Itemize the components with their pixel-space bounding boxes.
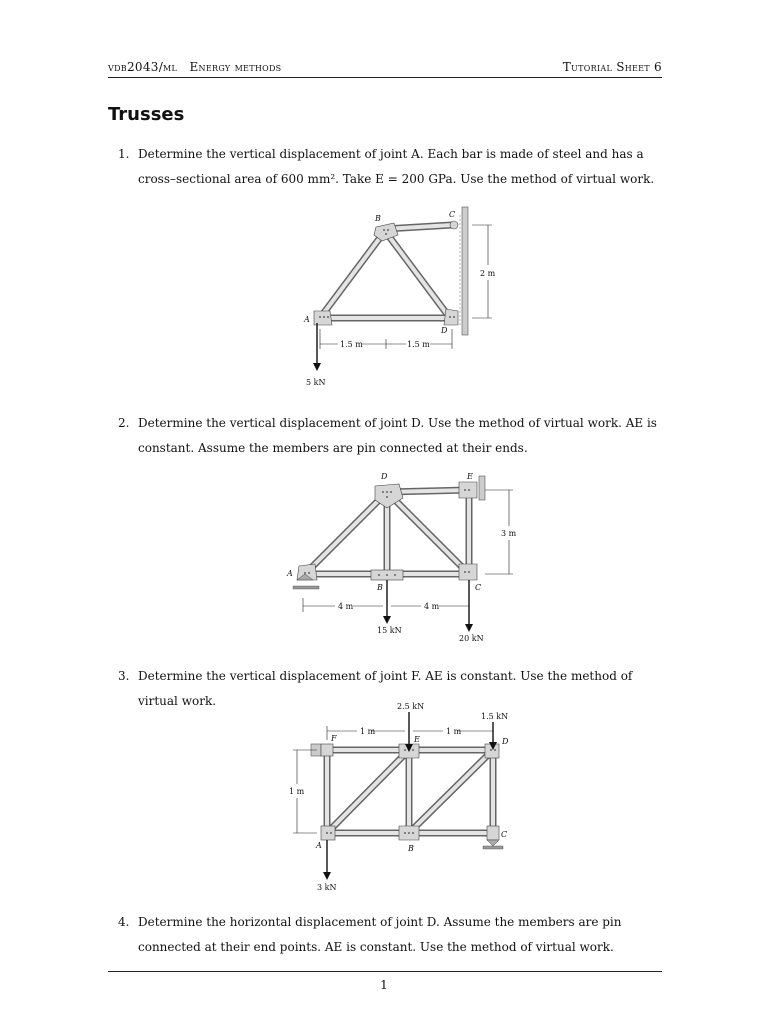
page-number: 1 [380,978,388,992]
problem-number: 1. [118,147,130,161]
label-b: B [408,844,414,853]
label-c: C [475,583,482,592]
problem-2 [118,411,663,461]
gusset-plates [314,221,458,325]
dim-label-height: 2 m [480,269,496,278]
footer-rule [108,971,662,972]
figure-3-truss [285,700,515,895]
header-sheet: Tutorial Sheet 6 [562,60,662,74]
label-d: D [381,472,388,481]
load-label-e: 2.5 kN [397,702,425,711]
label-b: B [377,583,383,592]
header-course: vdb2043/ml Energy methods [108,60,282,74]
problem-number: 4. [118,915,130,929]
problem-number: 3. [118,669,130,683]
figure-2-truss [283,470,523,645]
problem-text: Determine the vertical displacement of joint A. Each bar is made of steel and has a cross–sectional area of 600 mm². Take E = 200 GPa. Use the method of virtual work. [138,147,655,186]
dim-label-height: 3 m [501,529,517,538]
label-d: D [502,737,509,746]
wall-support [462,207,468,335]
dim-label-2: 1.5 m [407,340,430,349]
label-e: E [467,472,473,481]
load-label-1: 15 kN [377,626,402,635]
load-label-a: 3 kN [317,883,337,892]
label-c: C [501,830,508,839]
dim-label-1: 1.5 m [340,340,363,349]
dim-horizontal [303,598,469,612]
dim-label-2: 1 m [446,727,462,736]
dim-label-1: 4 m [338,602,354,611]
label-a: A [287,569,293,578]
dim-horizontal [327,726,493,740]
dim-label-height: 1 m [289,787,305,796]
load-label: 5 kN [306,378,326,387]
problem-text: Determine the vertical displacement of joint D. Use the method of virtual work. AE is constant. Assume the members are pin connected at their ends. [138,416,657,455]
problem-text: Determine the horizontal displacement of joint D. Assume the members are pin connected at their end points. AE is constant. Use the method of virtual work. [138,915,622,954]
section-title: Trusses [108,104,185,125]
label-d: D [441,326,448,335]
label-c: C [449,210,456,219]
figure-1-truss [300,205,500,390]
label-e: E [414,735,420,744]
header-rule [108,77,662,78]
problem-number: 2. [118,416,130,430]
label-a: A [316,841,322,850]
wall-support [479,476,485,500]
label-a: A [304,315,310,324]
dim-label-2: 4 m [424,602,440,611]
problem-text: Determine the vertical displacement of joint F. AE is constant. Use the method of virtual work. [138,669,633,708]
load-label-2: 20 kN [459,634,484,643]
label-f: F [331,734,337,743]
problem-1 [118,142,663,192]
dim-label-1: 1 m [360,727,376,736]
load-label-d: 1.5 kN [481,712,509,721]
label-b: B [375,214,381,223]
roller-support [487,840,499,846]
problem-4 [118,910,663,960]
